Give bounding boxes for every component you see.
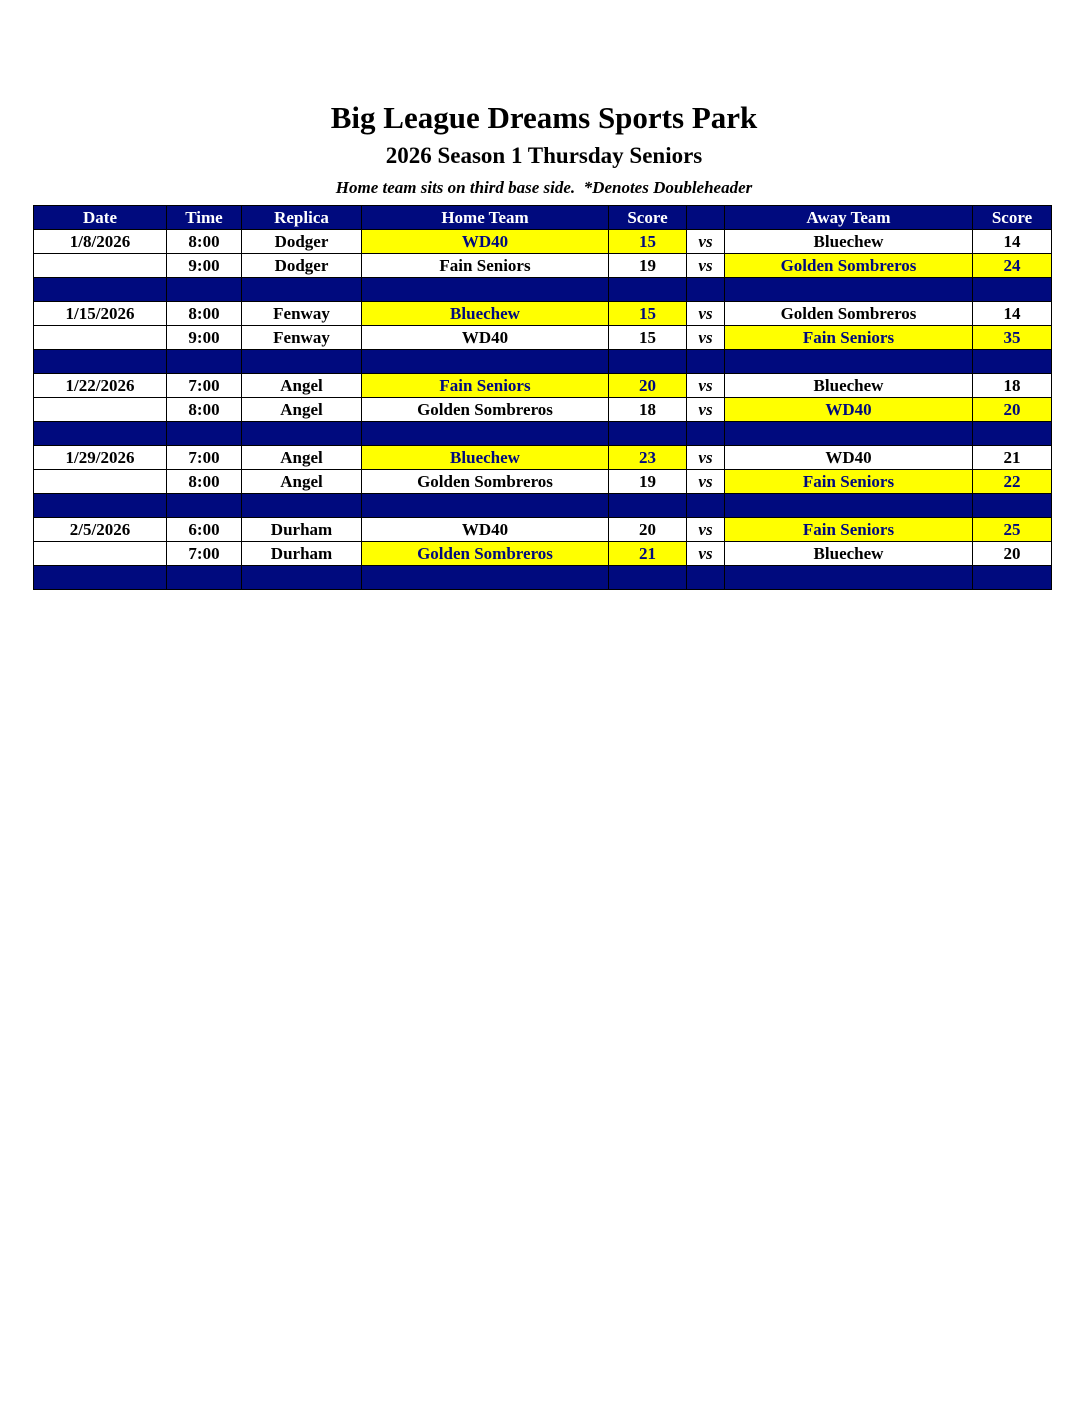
table-row	[34, 254, 1052, 278]
game-replica: Angel	[242, 470, 362, 494]
game-replica: Dodger	[242, 254, 362, 278]
table-row	[34, 542, 1052, 566]
home-score: 15	[609, 302, 687, 326]
header-row	[34, 206, 1052, 230]
separator-cell	[242, 422, 362, 446]
game-replica: Angel	[242, 446, 362, 470]
game-date	[34, 326, 167, 350]
vs-label: vs	[687, 398, 725, 422]
away-score: 20	[973, 542, 1052, 566]
vs-label: vs	[687, 470, 725, 494]
separator-cell	[362, 566, 609, 590]
header-away-team: Away Team	[725, 206, 973, 230]
away-team: Fain Seniors	[725, 470, 973, 494]
table-row	[34, 302, 1052, 326]
separator-cell	[167, 278, 242, 302]
away-team: WD40	[725, 446, 973, 470]
separator-cell	[609, 278, 687, 302]
header-home-team: Home Team	[362, 206, 609, 230]
vs-label: vs	[687, 518, 725, 542]
away-team: Bluechew	[725, 230, 973, 254]
game-date	[34, 470, 167, 494]
game-time: 8:00	[167, 230, 242, 254]
home-team: Fain Seniors	[362, 374, 609, 398]
game-time: 7:00	[167, 446, 242, 470]
week-separator-row	[34, 494, 1052, 518]
game-replica: Dodger	[242, 230, 362, 254]
game-time: 9:00	[167, 326, 242, 350]
separator-cell	[34, 494, 167, 518]
separator-cell	[362, 278, 609, 302]
game-date	[34, 398, 167, 422]
game-time: 9:00	[167, 254, 242, 278]
table-row	[34, 326, 1052, 350]
game-date	[34, 542, 167, 566]
week-separator-row	[34, 350, 1052, 374]
home-team: Bluechew	[362, 446, 609, 470]
game-date	[34, 254, 167, 278]
separator-cell	[362, 350, 609, 374]
away-score: 14	[973, 230, 1052, 254]
separator-cell	[973, 566, 1052, 590]
season-subtitle: 2026 Season 1 Thursday Seniors	[385, 143, 703, 168]
game-replica: Fenway	[242, 302, 362, 326]
separator-cell	[725, 350, 973, 374]
game-date: 1/29/2026	[34, 446, 167, 470]
separator-cell	[687, 422, 725, 446]
header-date: Date	[34, 206, 167, 230]
home-team: Golden Sombreros	[362, 470, 609, 494]
table-row	[34, 446, 1052, 470]
vs-label: vs	[687, 374, 725, 398]
game-replica: Durham	[242, 518, 362, 542]
game-time: 7:00	[167, 542, 242, 566]
game-time: 6:00	[167, 518, 242, 542]
home-score: 15	[609, 230, 687, 254]
game-date: 1/22/2026	[34, 374, 167, 398]
away-team: Golden Sombreros	[725, 254, 973, 278]
away-team: Bluechew	[725, 374, 973, 398]
separator-cell	[167, 566, 242, 590]
table-row	[34, 398, 1052, 422]
home-team: Golden Sombreros	[362, 398, 609, 422]
separator-cell	[687, 350, 725, 374]
table-row	[34, 230, 1052, 254]
vs-label: vs	[687, 302, 725, 326]
separator-cell	[34, 350, 167, 374]
separator-cell	[609, 566, 687, 590]
game-time: 8:00	[167, 470, 242, 494]
separator-cell	[167, 350, 242, 374]
home-team: WD40	[362, 230, 609, 254]
game-time: 8:00	[167, 398, 242, 422]
separator-cell	[609, 422, 687, 446]
away-score: 20	[973, 398, 1052, 422]
separator-cell	[687, 566, 725, 590]
away-score: 18	[973, 374, 1052, 398]
away-score: 21	[973, 446, 1052, 470]
home-team: Bluechew	[362, 302, 609, 326]
separator-cell	[725, 494, 973, 518]
game-replica: Angel	[242, 398, 362, 422]
away-score: 24	[973, 254, 1052, 278]
separator-cell	[242, 350, 362, 374]
home-team: Golden Sombreros	[362, 542, 609, 566]
separator-cell	[973, 350, 1052, 374]
separator-cell	[687, 494, 725, 518]
week-separator-row	[34, 422, 1052, 446]
header-time: Time	[167, 206, 242, 230]
home-team: WD40	[362, 518, 609, 542]
separator-cell	[242, 566, 362, 590]
away-team: Fain Seniors	[725, 326, 973, 350]
home-score: 23	[609, 446, 687, 470]
away-team: WD40	[725, 398, 973, 422]
home-score: 19	[609, 470, 687, 494]
home-score: 18	[609, 398, 687, 422]
table-row	[34, 470, 1052, 494]
away-score: 35	[973, 326, 1052, 350]
away-score: 25	[973, 518, 1052, 542]
separator-cell	[242, 278, 362, 302]
separator-cell	[609, 350, 687, 374]
week-separator-row	[34, 566, 1052, 590]
schedule-body	[34, 230, 1052, 590]
vs-label: vs	[687, 446, 725, 470]
away-team: Bluechew	[725, 542, 973, 566]
separator-cell	[362, 422, 609, 446]
home-team: Fain Seniors	[362, 254, 609, 278]
away-score: 22	[973, 470, 1052, 494]
separator-cell	[725, 278, 973, 302]
separator-cell	[687, 278, 725, 302]
game-replica: Angel	[242, 374, 362, 398]
separator-cell	[167, 422, 242, 446]
vs-label: vs	[687, 326, 725, 350]
separator-cell	[34, 422, 167, 446]
vs-label: vs	[687, 254, 725, 278]
home-score: 19	[609, 254, 687, 278]
game-time: 7:00	[167, 374, 242, 398]
separator-cell	[362, 494, 609, 518]
header-replica: Replica	[242, 206, 362, 230]
schedule-note: Home team sits on third base side. *Denotes Doubleheader	[335, 178, 753, 197]
separator-cell	[725, 422, 973, 446]
separator-cell	[34, 566, 167, 590]
page-title: Big League Dreams Sports Park	[330, 100, 758, 135]
game-date: 2/5/2026	[34, 518, 167, 542]
game-date: 1/15/2026	[34, 302, 167, 326]
vs-label: vs	[687, 230, 725, 254]
separator-cell	[973, 422, 1052, 446]
game-date: 1/8/2026	[34, 230, 167, 254]
separator-cell	[167, 494, 242, 518]
separator-cell	[242, 494, 362, 518]
header-away-score: Score	[973, 206, 1052, 230]
game-time: 8:00	[167, 302, 242, 326]
header-vs	[687, 206, 725, 230]
table-row	[34, 374, 1052, 398]
home-score: 21	[609, 542, 687, 566]
away-team: Fain Seniors	[725, 518, 973, 542]
away-score: 14	[973, 302, 1052, 326]
separator-cell	[973, 494, 1052, 518]
week-separator-row	[34, 278, 1052, 302]
home-score: 15	[609, 326, 687, 350]
vs-label: vs	[687, 542, 725, 566]
separator-cell	[609, 494, 687, 518]
home-score: 20	[609, 518, 687, 542]
separator-cell	[973, 278, 1052, 302]
game-replica: Fenway	[242, 326, 362, 350]
separator-cell	[34, 278, 167, 302]
separator-cell	[725, 566, 973, 590]
game-replica: Durham	[242, 542, 362, 566]
header-home-score: Score	[609, 206, 687, 230]
home-team: WD40	[362, 326, 609, 350]
away-team: Golden Sombreros	[725, 302, 973, 326]
schedule-table	[33, 205, 1052, 590]
home-score: 20	[609, 374, 687, 398]
table-row	[34, 518, 1052, 542]
